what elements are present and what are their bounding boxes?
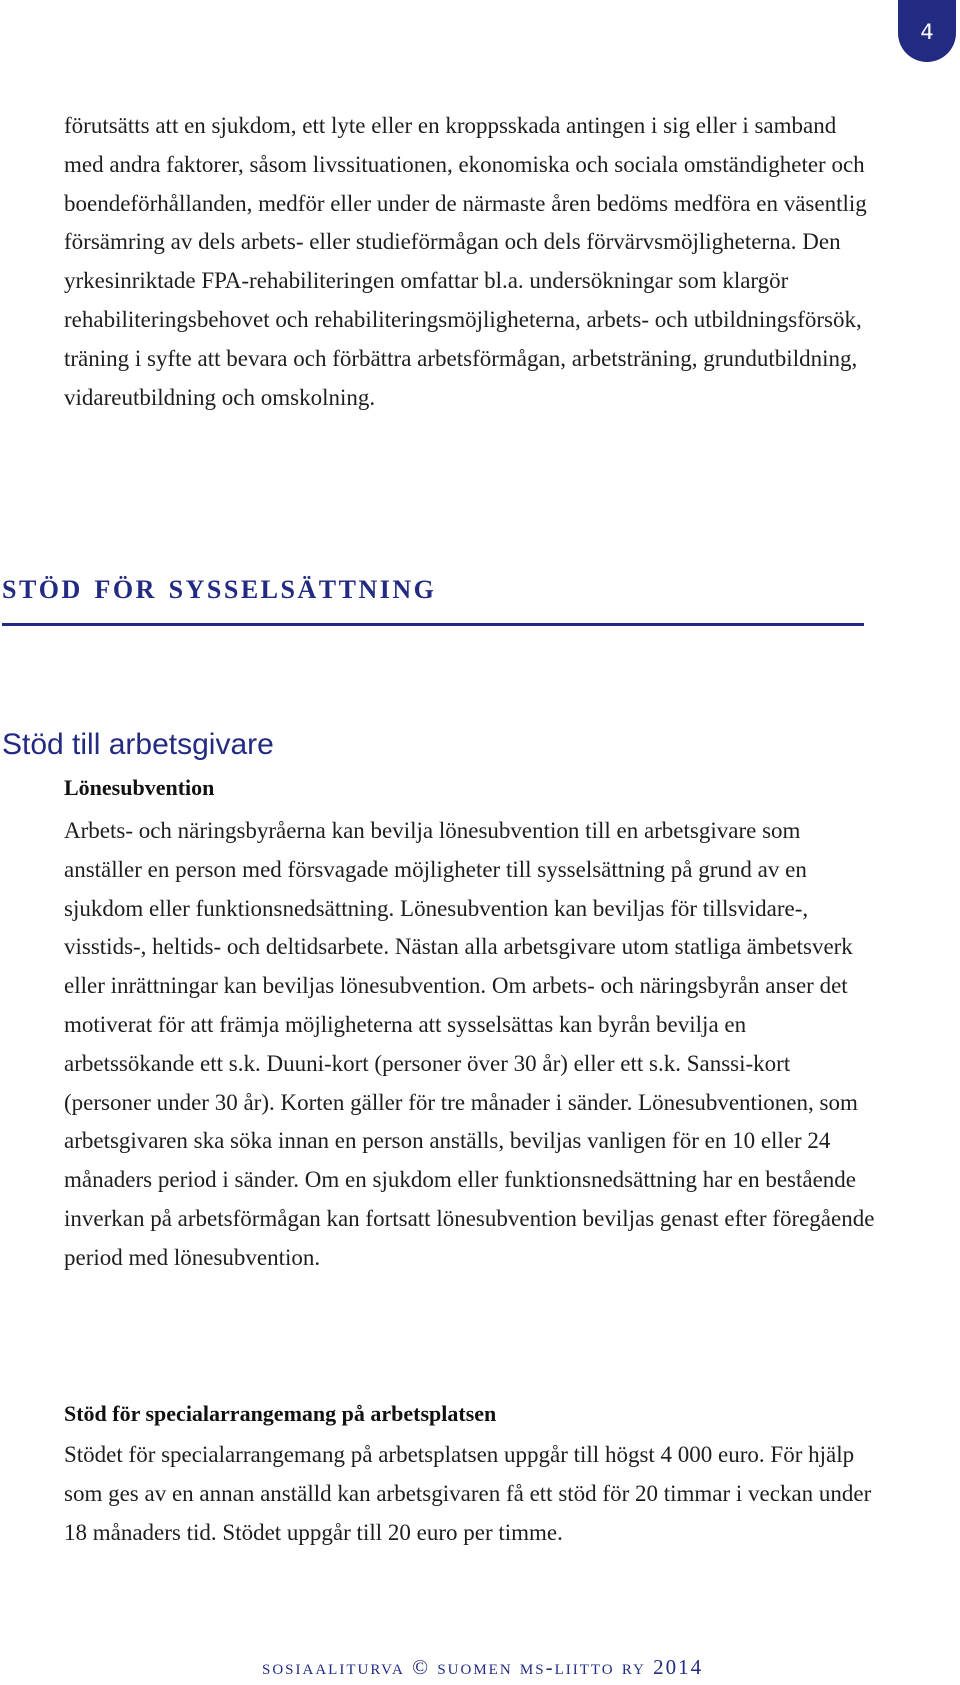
section-title: stöd för sysselsättning — [2, 566, 437, 607]
subsection-heading: Stöd till arbetsgivare — [2, 728, 274, 761]
lonesubvention-heading: Lönesubvention — [64, 775, 215, 800]
special-arrangements-paragraph: Stödet för specialarrangemang på arbetsplatsen uppgår till högst 4 000 euro. För hjälp som ges av en annan anställd kan arbetsgivaren få ett stöd för 20 timmar i veckan under 18 månaders tid. Stödet uppgår till 20 euro per timme. — [64, 1442, 872, 1545]
special-arrangements-heading: Stöd för specialarrangemang på arbetsplatsen — [64, 1401, 497, 1426]
page-number: 4 — [920, 20, 934, 44]
lonesubvention-paragraph: Arbets- och näringsbyråerna kan bevilja lönesubvention till en arbetsgivare som anställer en person med försvagade möjligheter till sysselsättning på grund av en sjukdom eller funktionsnedsättning. Lönesubvention kan beviljas för tillsvidare-, visstids-, heltids- och deltidsarbete. Nästan alla arbetsgivare utom statliga ämbetsverk eller inrättningar kan beviljas lönesubvention. Om arbets- och näringsbyrån anser det motiverat för att främja möjligheterna att sysselsättas kan byrån bevilja en arbetssökande ett s.k. Duuni-kort (personer över 30 år) eller ett s.k. Sanssi-kort (personer under 30 år). Korten gäller för tre månader i sänder. Lönesubventionen, som arbetsgivaren ska söka innan en person anställs, beviljas vanligen för en 10 eller 24 månaders period i sänder. Om en sjukdom eller funktionsnedsättning har en bestående inverkan på arbetsförmågan kan fortsatt lönesubvention beviljas genast efter föregående period med lönesubvention. — [64, 818, 875, 1270]
intro-paragraph: förutsätts att en sjukdom, ett lyte eller en kroppsskada antingen i sig eller i samband med andra faktorer, såsom livssituationen, ekonomiska och sociala omständigheter och boendeförhållanden, medför eller under de närmaste åren bedöms medföra en väsentlig försämring av dels arbets- eller studieförmågan och dels förvärvsmöjligheterna. Den yrkesinriktade FPA-rehabiliteringen omfattar bl.a. undersökningar som klargör rehabiliteringsbehovet och rehabiliteringsmöjligheterna, arbets- och utbildningsförsök, träning i syfte att bevara och förbättra arbetsförmågan, arbetsträning, grundutbildning, vidareutbildning och omskolning. — [64, 113, 867, 410]
page-number-badge — [898, 0, 956, 62]
section-divider — [2, 623, 864, 626]
page-footer: sosiaaliturva © suomen ms-liitto ry 2014 — [262, 1655, 704, 1679]
